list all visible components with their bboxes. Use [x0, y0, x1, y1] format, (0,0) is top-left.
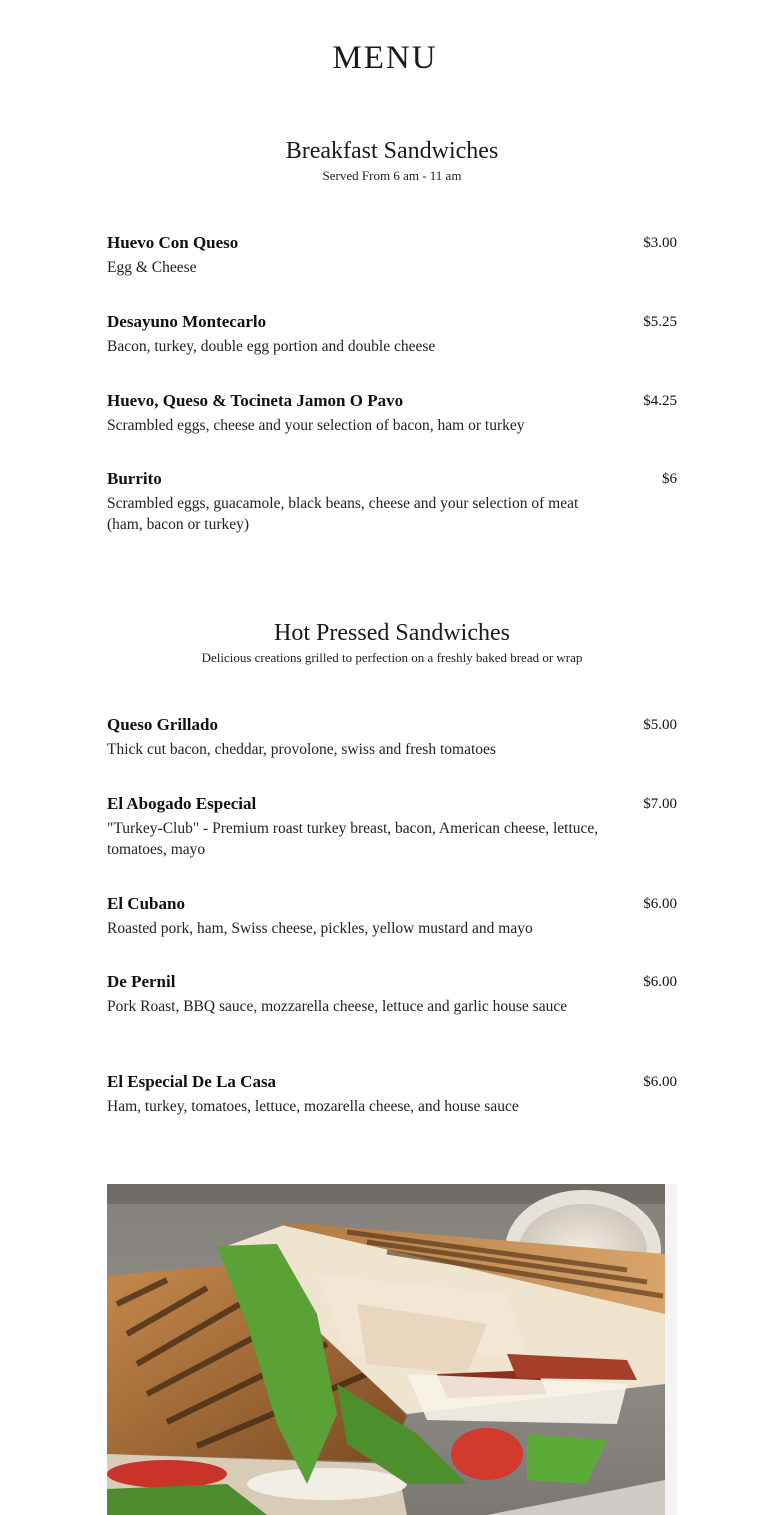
item-name: Huevo, Queso & Tocineta Jamon O Pavo	[107, 391, 404, 410]
item-price: $3.00	[643, 235, 677, 251]
item-name: Huevo Con Queso	[107, 233, 239, 252]
item-name: De Pernil	[107, 972, 176, 991]
photo-edge	[665, 1184, 677, 1515]
item-price: $7.00	[643, 796, 677, 812]
item-description: Ham, turkey, tomatoes, lettuce, mozarella cheese, and house sauce	[107, 1098, 519, 1115]
item-price: $5.00	[643, 717, 677, 733]
item-price: $4.25	[643, 393, 677, 409]
item-name: El Especial De La Casa	[107, 1072, 277, 1091]
item-description: Thick cut bacon, cheddar, provolone, swiss and fresh tomatoes	[107, 741, 496, 758]
section-header	[107, 136, 677, 184]
item-price: $6	[662, 471, 677, 487]
breakfast-section	[107, 136, 677, 546]
item-description: "Turkey-Club" - Premium roast turkey breast, bacon, American cheese, lettuce, tomatoes, mayo	[107, 820, 599, 858]
section-header	[107, 618, 677, 666]
item-description: Bacon, turkey, double egg portion and double cheese	[107, 338, 436, 355]
item-name: El Cubano	[107, 894, 185, 913]
item-description: Pork Roast, BBQ sauce, mozzarella cheese, lettuce and garlic house sauce	[107, 998, 568, 1015]
item-name: Burrito	[107, 469, 162, 488]
menu-item	[107, 232, 677, 278]
menu-item	[107, 1071, 677, 1117]
menu-item	[107, 793, 677, 860]
item-name: Queso Grillado	[107, 715, 218, 734]
hot-pressed-section	[107, 618, 677, 1128]
menu-item	[107, 714, 677, 760]
item-description: Scrambled eggs, guacamole, black beans, cheese and your selection of meat (ham, bacon or turkey)	[107, 495, 579, 533]
sandwich-photo	[107, 1184, 665, 1515]
section-title: Breakfast Sandwiches	[285, 138, 499, 164]
menu-item	[107, 468, 677, 535]
menu-item	[107, 311, 677, 357]
menu-item	[107, 971, 677, 1017]
page-title: MENU	[332, 40, 438, 76]
section-title: Hot Pressed Sandwiches	[274, 620, 510, 646]
item-price: $6.00	[643, 974, 677, 990]
item-price: $6.00	[643, 896, 677, 912]
item-price: $6.00	[643, 1074, 677, 1090]
item-description: Egg & Cheese	[107, 259, 197, 276]
section-subtitle: Delicious creations grilled to perfection on a freshly baked bread or wrap	[201, 650, 583, 665]
item-name: Desayuno Montecarlo	[107, 312, 267, 331]
section-subtitle: Served From 6 am - 11 am	[322, 168, 462, 183]
item-name: El Abogado Especial	[107, 794, 257, 813]
menu-item	[107, 893, 677, 939]
menu-item	[107, 390, 677, 436]
item-description: Roasted pork, ham, Swiss cheese, pickles, yellow mustard and mayo	[107, 920, 533, 937]
item-price: $5.25	[643, 314, 677, 330]
item-description: Scrambled eggs, cheese and your selection of bacon, ham or turkey	[107, 417, 525, 434]
